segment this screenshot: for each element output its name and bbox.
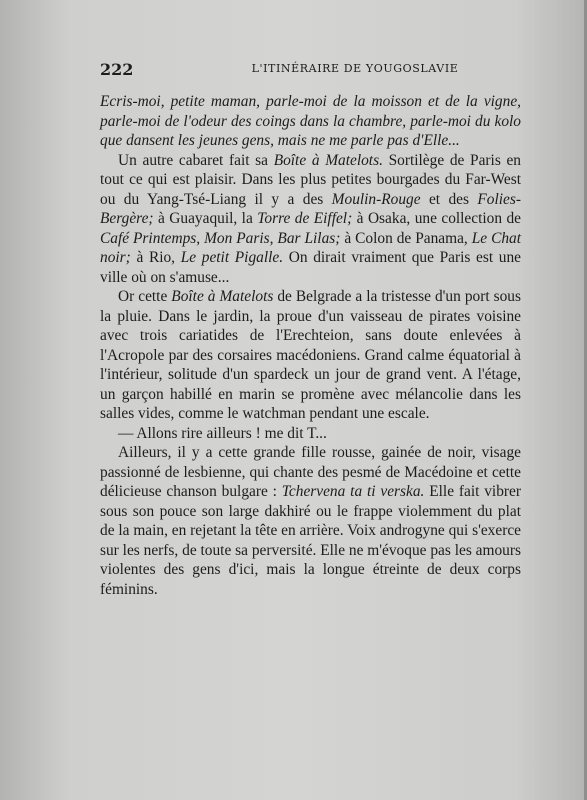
paragraph — [100, 443, 521, 599]
italic-text-run: Boîte à Matelots — [171, 288, 274, 305]
italic-text-run: Boîte à Matelots. — [273, 151, 383, 169]
text-run: Ailleurs, il y a cette grande fille rousse, gainée de noir, visage passionné de lesbienne, qui chante des pesmé de Macédoine et cette délicieuse chanson bulgare : — [100, 444, 521, 500]
italic-text-run: Le Chat noir; — [100, 229, 522, 266]
text-run: Elle fait vibrer sous son pouce son large dakhiré ou le frappe violemment du plat de la main, en rejetant la tête en arrière. Voix androgyne qui s'exerce sur les nerfs, de toute sa perversité. Elle ne m'évoque pas les amours violentes des gens d'ici, mais la longue étreinte de deux corps féminins. — [100, 483, 521, 598]
page-number: 222 — [100, 60, 134, 79]
text-run: et des — [420, 190, 478, 208]
italic-text-run: Moulin-Rouge — [331, 190, 421, 208]
italic-text-run: Folies-Bergère; — [100, 190, 521, 227]
page-header — [100, 60, 520, 82]
text-run: à Guayaquil, la — [153, 210, 258, 227]
text-run: Un autre cabaret fait sa — [118, 151, 274, 169]
text-run: Sortilège de Paris en tout ce qui est plaisir. Dans les plus petites bourgades du Far-West ou du Yang-Tsé-Liang il y a des — [100, 151, 522, 208]
paragraph — [100, 151, 521, 288]
text-run: de Belgrade a la tristesse d'un port sous la pluie. Dans le jardin, la proue d'un vaisseau de pirates voisine avec trois cariatides de l'Erechteion, sans doute enlevées à l'Acropole par des corsaires macédoniens. Grand calme équatorial à l'intérieur, solitude d'un spardeck un jour de grand vent. A l'étage, un garçon habillé en marin se promène avec mélancolie dans les salles vides, comme le watchman pendant une escale. — [100, 288, 521, 422]
text-run: à Osaka, une collection de — [352, 210, 522, 227]
text-run: à Colon de Panama, — [340, 229, 472, 247]
paragraph — [100, 424, 521, 444]
italic-text-run: Ecris-moi, petite maman, parle-moi de la moisson et de la vigne, parle-moi de l'odeur des coings dans la chambre, parle-moi du kolo que dansent les jeunes gens, mais ne me parle pas d'Elle... — [100, 93, 521, 149]
paragraph — [100, 287, 521, 424]
text-run: à Rio, — [130, 249, 181, 266]
italic-text-run: Café Printemps, Mon Paris, Bar Lilas; — [100, 229, 341, 247]
paragraph — [100, 92, 521, 151]
italic-text-run: Le petit Pigalle. — [180, 249, 284, 266]
text-run: Or cette — [118, 288, 172, 305]
body-text — [100, 92, 521, 599]
text-run: — Allons rire ailleurs ! me dit T... — [118, 424, 327, 442]
text-run: On dirait vraiment que Paris est une ville où on s'amuse... — [100, 249, 522, 286]
italic-text-run: Tchervena ta ti verska. — [281, 483, 425, 500]
italic-text-run: Torre de Eiffel; — [257, 210, 353, 227]
running-title: L'ITINÉRAIRE DE YOUGOSLAVIE — [251, 62, 459, 75]
